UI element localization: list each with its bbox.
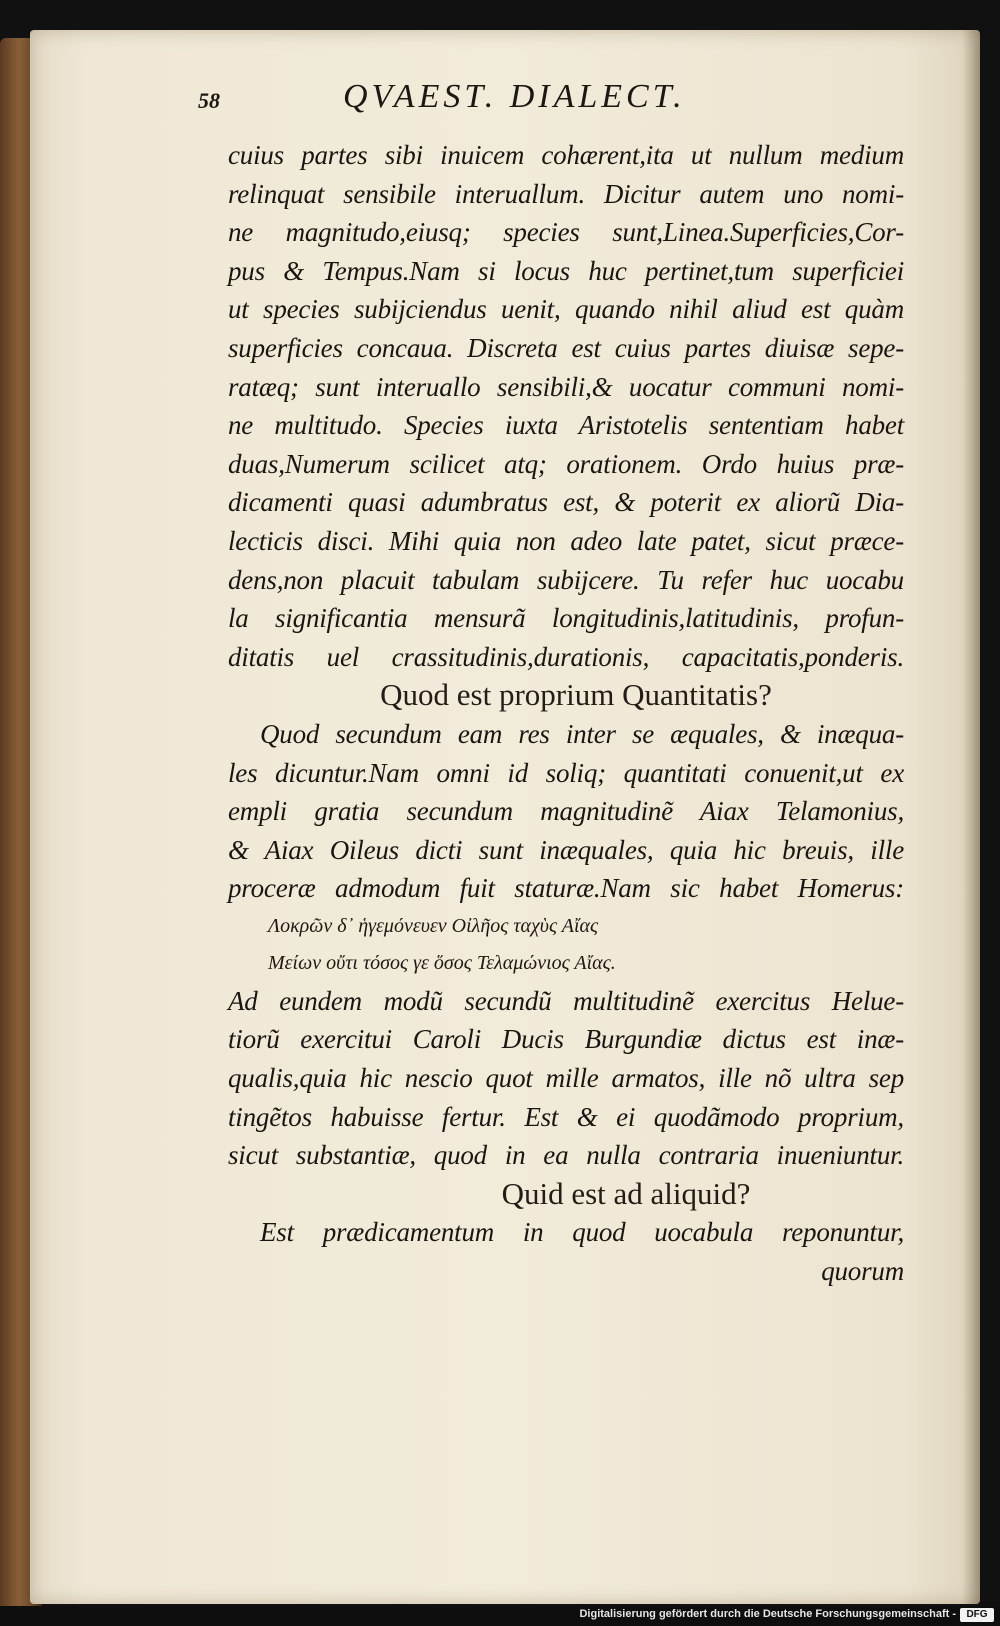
text-line: Ad eundem modũ secundũ multitudinẽ exercitus Helue-	[228, 985, 904, 1016]
text-line: proceræ admodum fuit staturæ.Nam sic habet Homerus:	[228, 873, 904, 904]
text-line: dicamenti quasi adumbratus est, & poterit ex aliorũ Dia-	[228, 487, 904, 518]
text-line: tiorũ exercitui Caroli Ducis Burgundiæ dictus est inæ-	[228, 1024, 904, 1055]
text-line: & Aiax Oileus dicti sunt inæquales, quia hic breuis, ille	[228, 834, 904, 865]
text-line: superficies concaua. Discreta est cuius partes diuisæ sepe-	[228, 332, 904, 363]
text-line: qualis,quia hic nescio quot mille armatos, ille nõ ultra sep	[228, 1063, 904, 1094]
text-line: ne multitudo. Species iuxta Aristotelis sententiam habet	[228, 410, 904, 441]
text-line: lecticis disci. Mihi quia non adeo late patet, sicut præce-	[228, 525, 904, 556]
text-line: ditatis uel crassitudinis,durationis, capacitatis,ponderis.	[228, 641, 904, 672]
running-head: QVAEST. DIALECT.	[343, 78, 686, 115]
greek-verse-line: Μείων οὔτι τόσος γε ὅσος Τελαμώνιος Αἴας.	[268, 951, 616, 974]
section-heading: Quid est ad aliquid?	[501, 1175, 751, 1211]
catchword: quorum	[821, 1256, 904, 1287]
body-text	[228, 136, 904, 1291]
greek-verse-line: Λοκρῶν δ᾽ ἡγεμόνευεν Οἰλῆος ταχὺς Αἴας	[268, 914, 599, 937]
text-line: empli gratia secundum magnitudinẽ Aiax Telamonius,	[228, 796, 904, 827]
page-header	[198, 78, 798, 118]
text-line: tingẽtos habuisse fertur. Est & ei quodãmodo proprium,	[228, 1101, 904, 1132]
page-edge-shadow	[962, 30, 980, 1604]
text-line: Quod secundum eam res inter se æquales, & inæqua-	[260, 718, 904, 749]
funding-credit: Digitalisierung gefördert durch die Deutsche Forschungsgemeinschaft -	[579, 1608, 956, 1620]
dfg-logo: DFG	[960, 1608, 994, 1622]
text-line: pus & Tempus.Nam si locus huc pertinet,tum superficiei	[228, 255, 904, 286]
text-line: cuius partes sibi inuicem cohærent,ita ut nullum medium	[228, 140, 904, 170]
section-heading: Quod est proprium Quantitatis?	[380, 677, 772, 713]
text-line: duas,Numerum scilicet atq; orationem. Ordo huius præ-	[228, 448, 904, 479]
text-line: dens,non placuit tabulam subijcere. Tu refer huc uocabu	[228, 564, 904, 595]
text-line: ne magnitudo,eiusq; species sunt,Linea.Superficies,Cor-	[228, 217, 904, 248]
text-line: la significantia mensurã longitudinis,latitudinis, profun-	[228, 603, 904, 634]
text-line: relinquat sensibile interuallum. Dicitur autem uno nomi-	[228, 178, 904, 209]
text-line: ut species subijciendus uenit, quando nihil aliud est quàm	[228, 294, 904, 325]
text-line: sicut substantiæ, quod in ea nulla contraria inueniuntur.	[228, 1140, 904, 1171]
footer-bar	[0, 1606, 1000, 1626]
text-line: Est prædicamentum in quod uocabula reponuntur,	[260, 1217, 904, 1248]
text-line: les dicuntur.Nam omni id soliq; quantitati conuenit,ut ex	[228, 757, 904, 788]
page-number: 58	[198, 88, 220, 113]
text-line: ratæq; sunt interuallo sensibili,& uocatur communi nomi-	[228, 371, 904, 402]
